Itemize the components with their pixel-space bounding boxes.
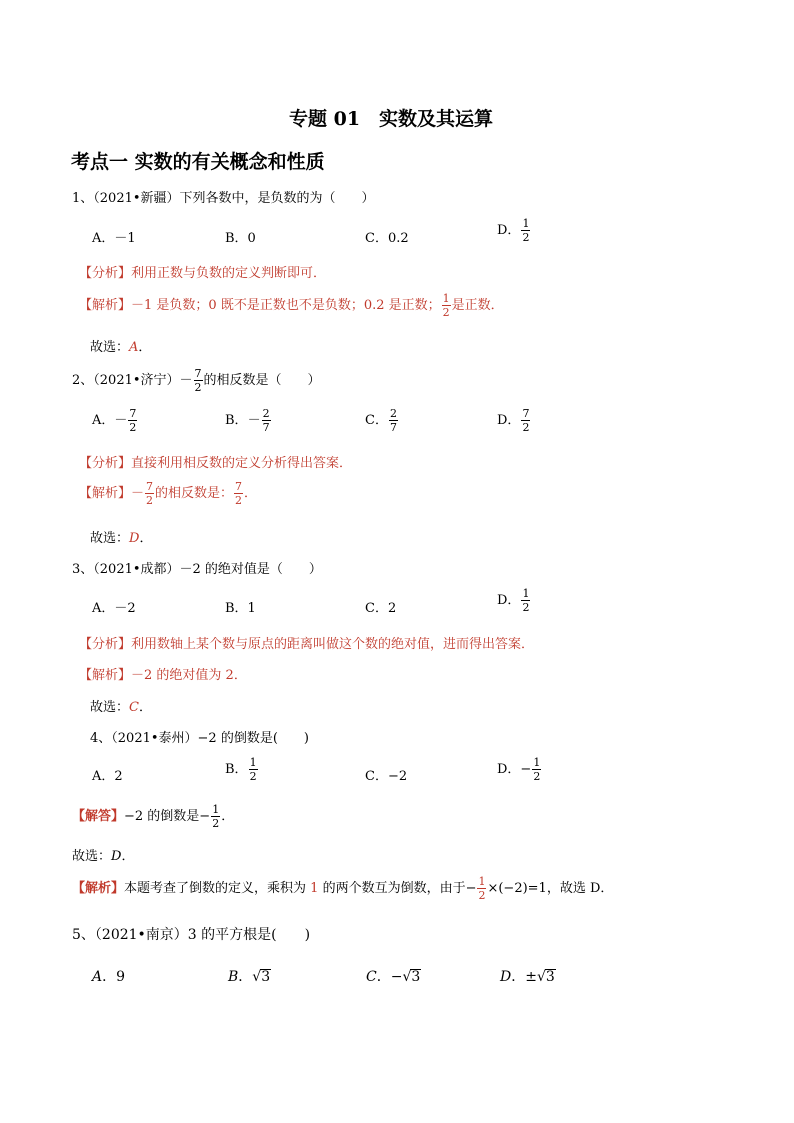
q3-option-c: C．2: [365, 601, 397, 616]
q3-answer: 故选：C．: [90, 700, 152, 715]
fraction: $\frac{1}{2}$: [212, 803, 220, 830]
q3-analysis: 【分析】利用数轴上某个数与原点的距离叫做这个数的绝对值，进而得出答案．: [79, 637, 535, 652]
q3-option-a: A．－2: [92, 601, 136, 616]
q1-option-d: D． $\frac{1}{2}$: [497, 217, 530, 244]
fraction: $\frac{1}{2}$: [442, 292, 450, 319]
fraction: $\frac{2}{7}$: [389, 407, 397, 434]
fraction: $\frac{7}{2}$: [146, 480, 154, 507]
q1-explanation: 【解析】－1 是负数；0 既不是正数也不是负数；0.2 是正数； $\frac{1}{2}$ 是正数．: [79, 292, 504, 319]
q2-stem: 2、（2021•济宁）－ $\frac{7}{2}$ 的相反数是（ ）: [72, 367, 321, 394]
q1-stem: 1、（2021•新疆）下列各数中，是负数的为（ ）: [72, 191, 375, 206]
q2-explanation: 【解析】－ $\frac{7}{2}$ 的相反数是： $\frac{7}{2}$ ．: [79, 480, 258, 507]
q3-option-b: B．1: [225, 601, 256, 616]
q4-option-d: D．− $\frac{1}{2}$: [497, 756, 541, 783]
q2-option-d: D． $\frac{7}{2}$: [497, 407, 530, 434]
q2-analysis: 【分析】直接利用相反数的定义分析得出答案．: [79, 456, 353, 471]
q5-option-c: C．−√3: [366, 969, 421, 985]
fraction: $\frac{1}{2}$: [522, 587, 530, 614]
q4-stem: 4、（2021•泰州）−2 的倒数是( ): [90, 731, 309, 746]
q3-option-d: D． $\frac{1}{2}$: [497, 587, 530, 614]
fraction: $\frac{1}{2}$: [249, 756, 257, 783]
fraction: $\frac{1}{2}$: [478, 875, 486, 902]
q4-option-c: C．−2: [365, 769, 408, 784]
fraction: $\frac{1}{2}$: [533, 756, 541, 783]
fraction: $\frac{7}{2}$: [194, 367, 202, 394]
fraction: $\frac{7}{2}$: [129, 407, 137, 434]
fraction: $\frac{1}{2}$: [522, 217, 530, 244]
q1-answer: 故选：A．: [90, 340, 152, 355]
q1-analysis: 【分析】利用正数与负数的定义判断即可．: [79, 266, 327, 281]
q5-option-b: B．√3: [228, 969, 271, 985]
q4-option-b: B． $\frac{1}{2}$: [225, 756, 257, 783]
q2-option-a: A．－ $\frac{7}{2}$: [92, 407, 137, 434]
q1-option-b: B．0: [225, 231, 256, 246]
sqrt-symbol: √: [536, 969, 546, 985]
q2-option-c: C． $\frac{2}{7}$: [365, 407, 397, 434]
q2-option-b: B．－ $\frac{2}{7}$: [225, 407, 270, 434]
fraction: $\frac{7}{2}$: [522, 407, 530, 434]
q4-option-a: A．2: [92, 769, 123, 784]
sqrt-symbol: √: [252, 969, 262, 985]
q2-answer: 故选：D．: [90, 531, 153, 546]
section-heading: 考点一 实数的有关概念和性质: [71, 151, 325, 173]
q4-explanation: 【解析】本题考查了倒数的定义，乘积为 1 的两个数互为倒数，由于− $\frac{1}{2}$ ×(−2)=1，故选 D．: [72, 875, 614, 902]
sqrt-symbol: √: [402, 969, 412, 985]
q5-option-a: A．9: [92, 969, 126, 985]
q5-option-d: D．±√3: [500, 969, 555, 985]
q1-option-a: A．－1: [92, 231, 136, 246]
fraction: $\frac{7}{2}$: [235, 480, 243, 507]
q5-stem: 5、（2021•南京）3 的平方根是( ): [72, 927, 311, 943]
q3-explanation: 【解析】－2 的绝对值为 2．: [79, 668, 247, 683]
q1-option-c: C．0.2: [365, 231, 409, 246]
q3-stem: 3、（2021•成都）－2 的绝对值是（ ）: [72, 562, 322, 577]
page-title: 专题 01 实数及其运算: [289, 108, 494, 130]
fraction: $\frac{2}{7}$: [262, 407, 270, 434]
q4-solution: 【解答】−2 的倒数是− $\frac{1}{2}$ ．: [72, 803, 235, 830]
q4-answer: 故选：D．: [72, 849, 135, 864]
